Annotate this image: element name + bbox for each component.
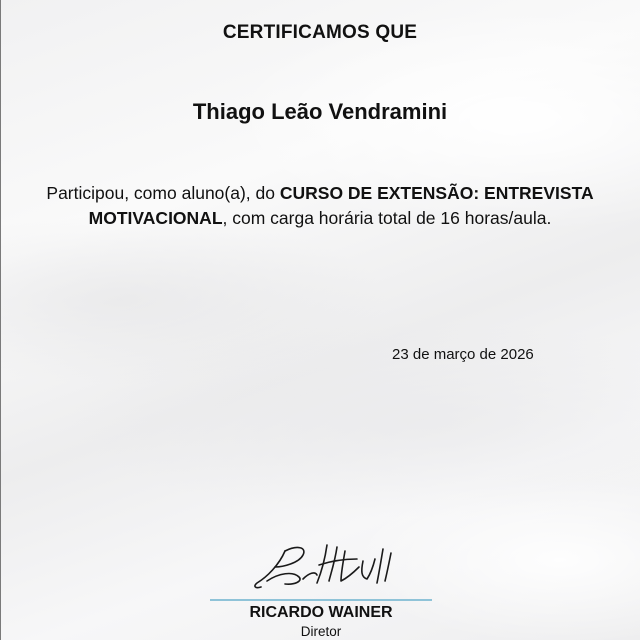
certificate-body (0, 181, 640, 231)
signature-line (210, 599, 432, 601)
handwritten-signature-icon (245, 537, 405, 595)
page-edge (0, 0, 1, 640)
signer-role: Diretor (300, 624, 342, 639)
body-intro: Participou, como aluno(a), do (46, 183, 280, 203)
certificate-heading: CERTIFICAMOS QUE (222, 22, 418, 43)
recipient-name: Thiago Leão Vendramini (192, 99, 448, 124)
body-outro: , com carga horária total de 16 horas/aula. (222, 208, 552, 228)
issue-date: 23 de março de 2026 (392, 346, 534, 363)
signer-name: RICARDO WAINER (249, 604, 393, 621)
course-name: CURSO DE EXTENSÃO: ENTREVISTA MOTIVACIONAL (88, 183, 594, 228)
